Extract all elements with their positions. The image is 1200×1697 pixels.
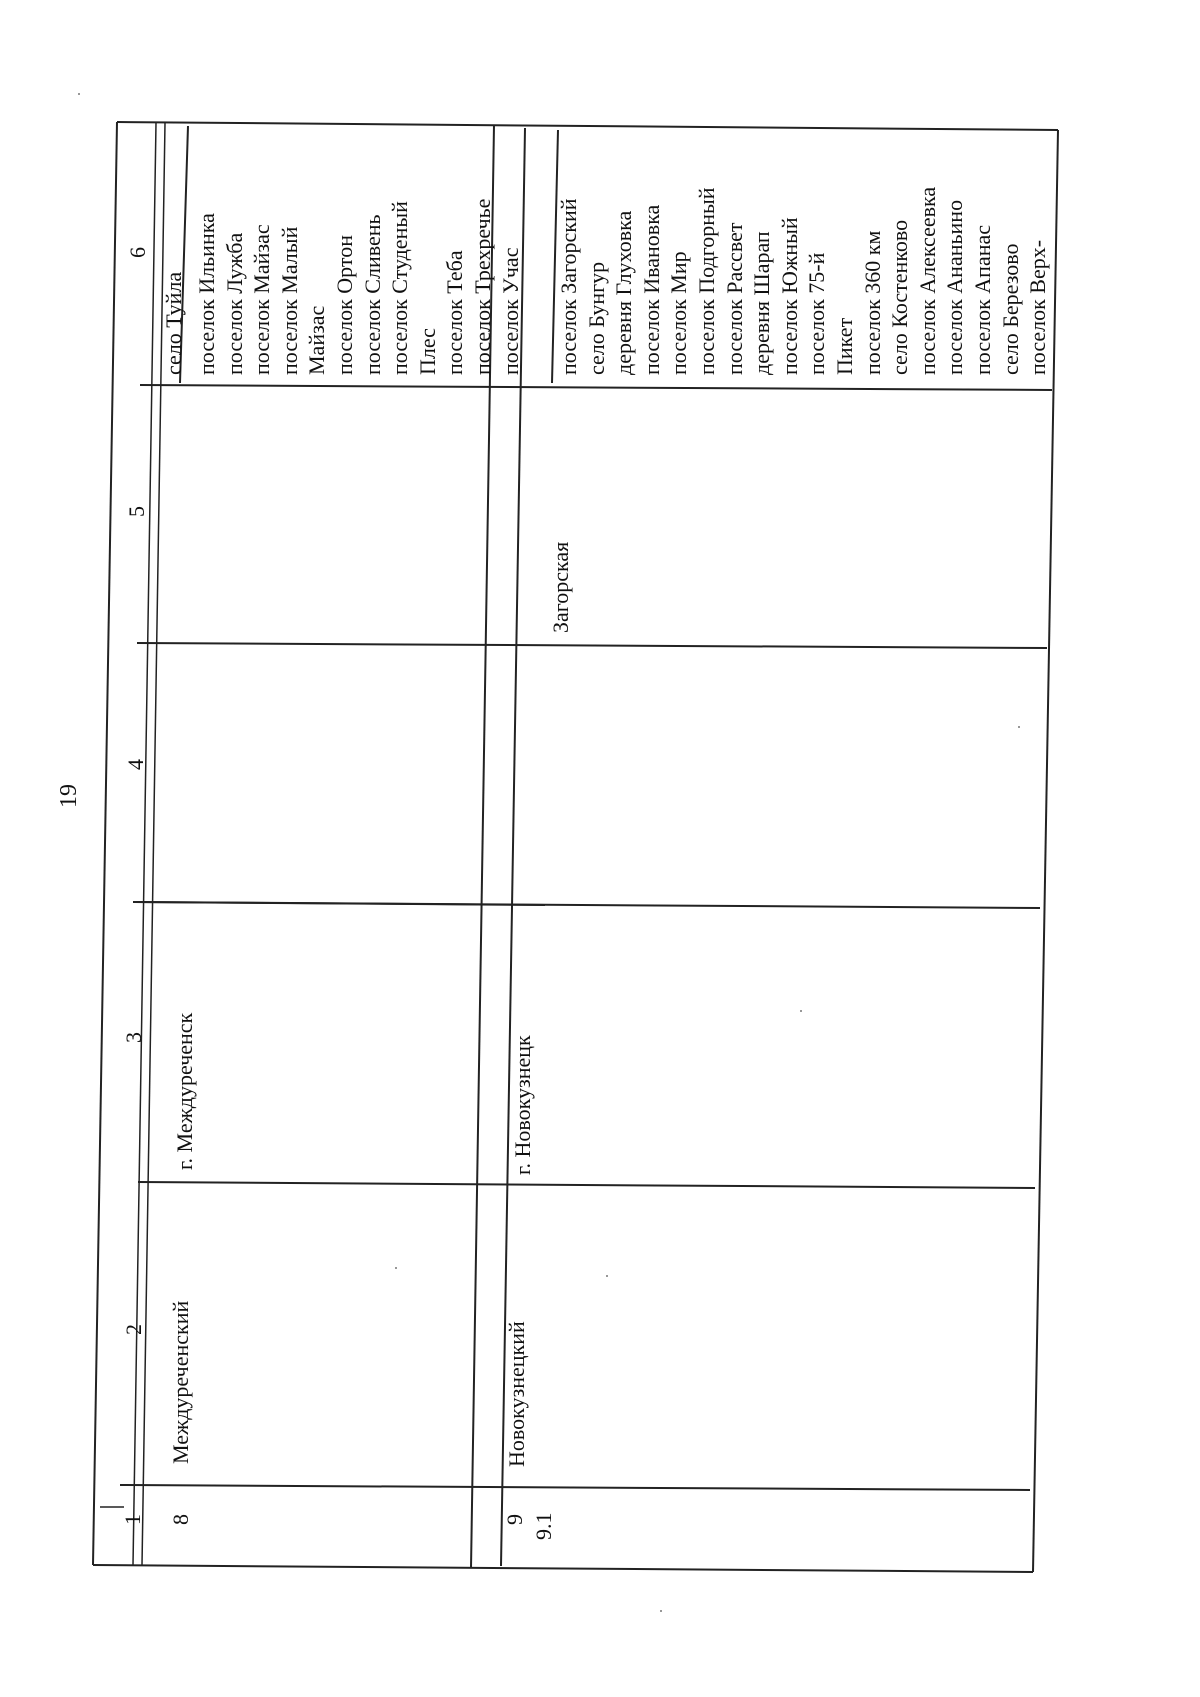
list-item: поселок Теба [442, 250, 468, 375]
header-col1: 1 [120, 1514, 145, 1525]
list-item: поселок Алексеевка [914, 186, 940, 375]
row91-settlement-list [555, 187, 1052, 375]
list-item: поселок Мир [666, 251, 692, 375]
list-item: село Бунгур [583, 261, 609, 375]
list-item: поселок 75-й [804, 252, 830, 375]
page-number: 19 [56, 784, 82, 808]
scan-speck [1018, 726, 1020, 728]
list-item: поселок Южный [776, 217, 802, 375]
list-item: поселок Ананьино [942, 199, 968, 375]
list-item: поселок Рассвет [721, 222, 747, 375]
scan-speck [606, 1275, 608, 1277]
list-item: Майзас [304, 305, 330, 375]
row8-first-settlement: село Туйла [161, 271, 186, 375]
row91-number: 9.1 [531, 1512, 556, 1540]
list-item: поселок Майзас [249, 224, 275, 375]
list-item: поселок Ивановка [638, 204, 664, 375]
header-col6: 6 [125, 247, 150, 258]
list-item: поселок Малый [276, 226, 302, 375]
list-item: поселок Ильинка [194, 213, 219, 375]
list-item: поселок Апанас [969, 224, 995, 375]
row8-city: г. Междуреченск [172, 1012, 197, 1170]
list-item: поселок Сливень [359, 214, 385, 375]
row8-district: Междуреченский [168, 1300, 193, 1464]
row9-number: 9 [502, 1514, 527, 1525]
list-item: поселок Загорский [556, 198, 581, 375]
list-item: поселок Студеный [387, 201, 413, 375]
list-item: Пикет [831, 317, 857, 375]
list-item: село Костенково [887, 219, 913, 375]
header-col3: 3 [121, 1032, 146, 1043]
header-col5: 5 [124, 506, 149, 517]
scan-speck [395, 1267, 397, 1269]
list-item: поселок Лужба [221, 232, 247, 375]
row8-settlement-list [193, 199, 524, 375]
row9-district: Новокузнецкий [504, 1321, 529, 1467]
scan-speck [78, 93, 80, 95]
list-item: поселок Учас [497, 247, 523, 375]
list-item: Плес [414, 328, 440, 375]
list-item: деревня Глуховка [611, 210, 637, 375]
list-item: поселок Трехречье [469, 198, 495, 375]
header-col2: 2 [121, 1324, 146, 1335]
row9-city: г. Новокузнецк [510, 1035, 535, 1175]
list-item: поселок Ортон [331, 235, 357, 375]
list-item: поселок Подгорный [693, 187, 719, 375]
header-col4: 4 [123, 759, 148, 770]
row8-number: 8 [168, 1514, 193, 1525]
scan-speck [660, 1610, 662, 1612]
scan-speck [800, 1010, 802, 1012]
list-item: поселок 360 км [859, 230, 885, 375]
list-item: поселок Верх- [1025, 239, 1051, 375]
row91-territory: Загорская [548, 541, 573, 633]
list-item: деревня Шарап [749, 231, 775, 375]
list-item: село Березово [997, 243, 1023, 375]
